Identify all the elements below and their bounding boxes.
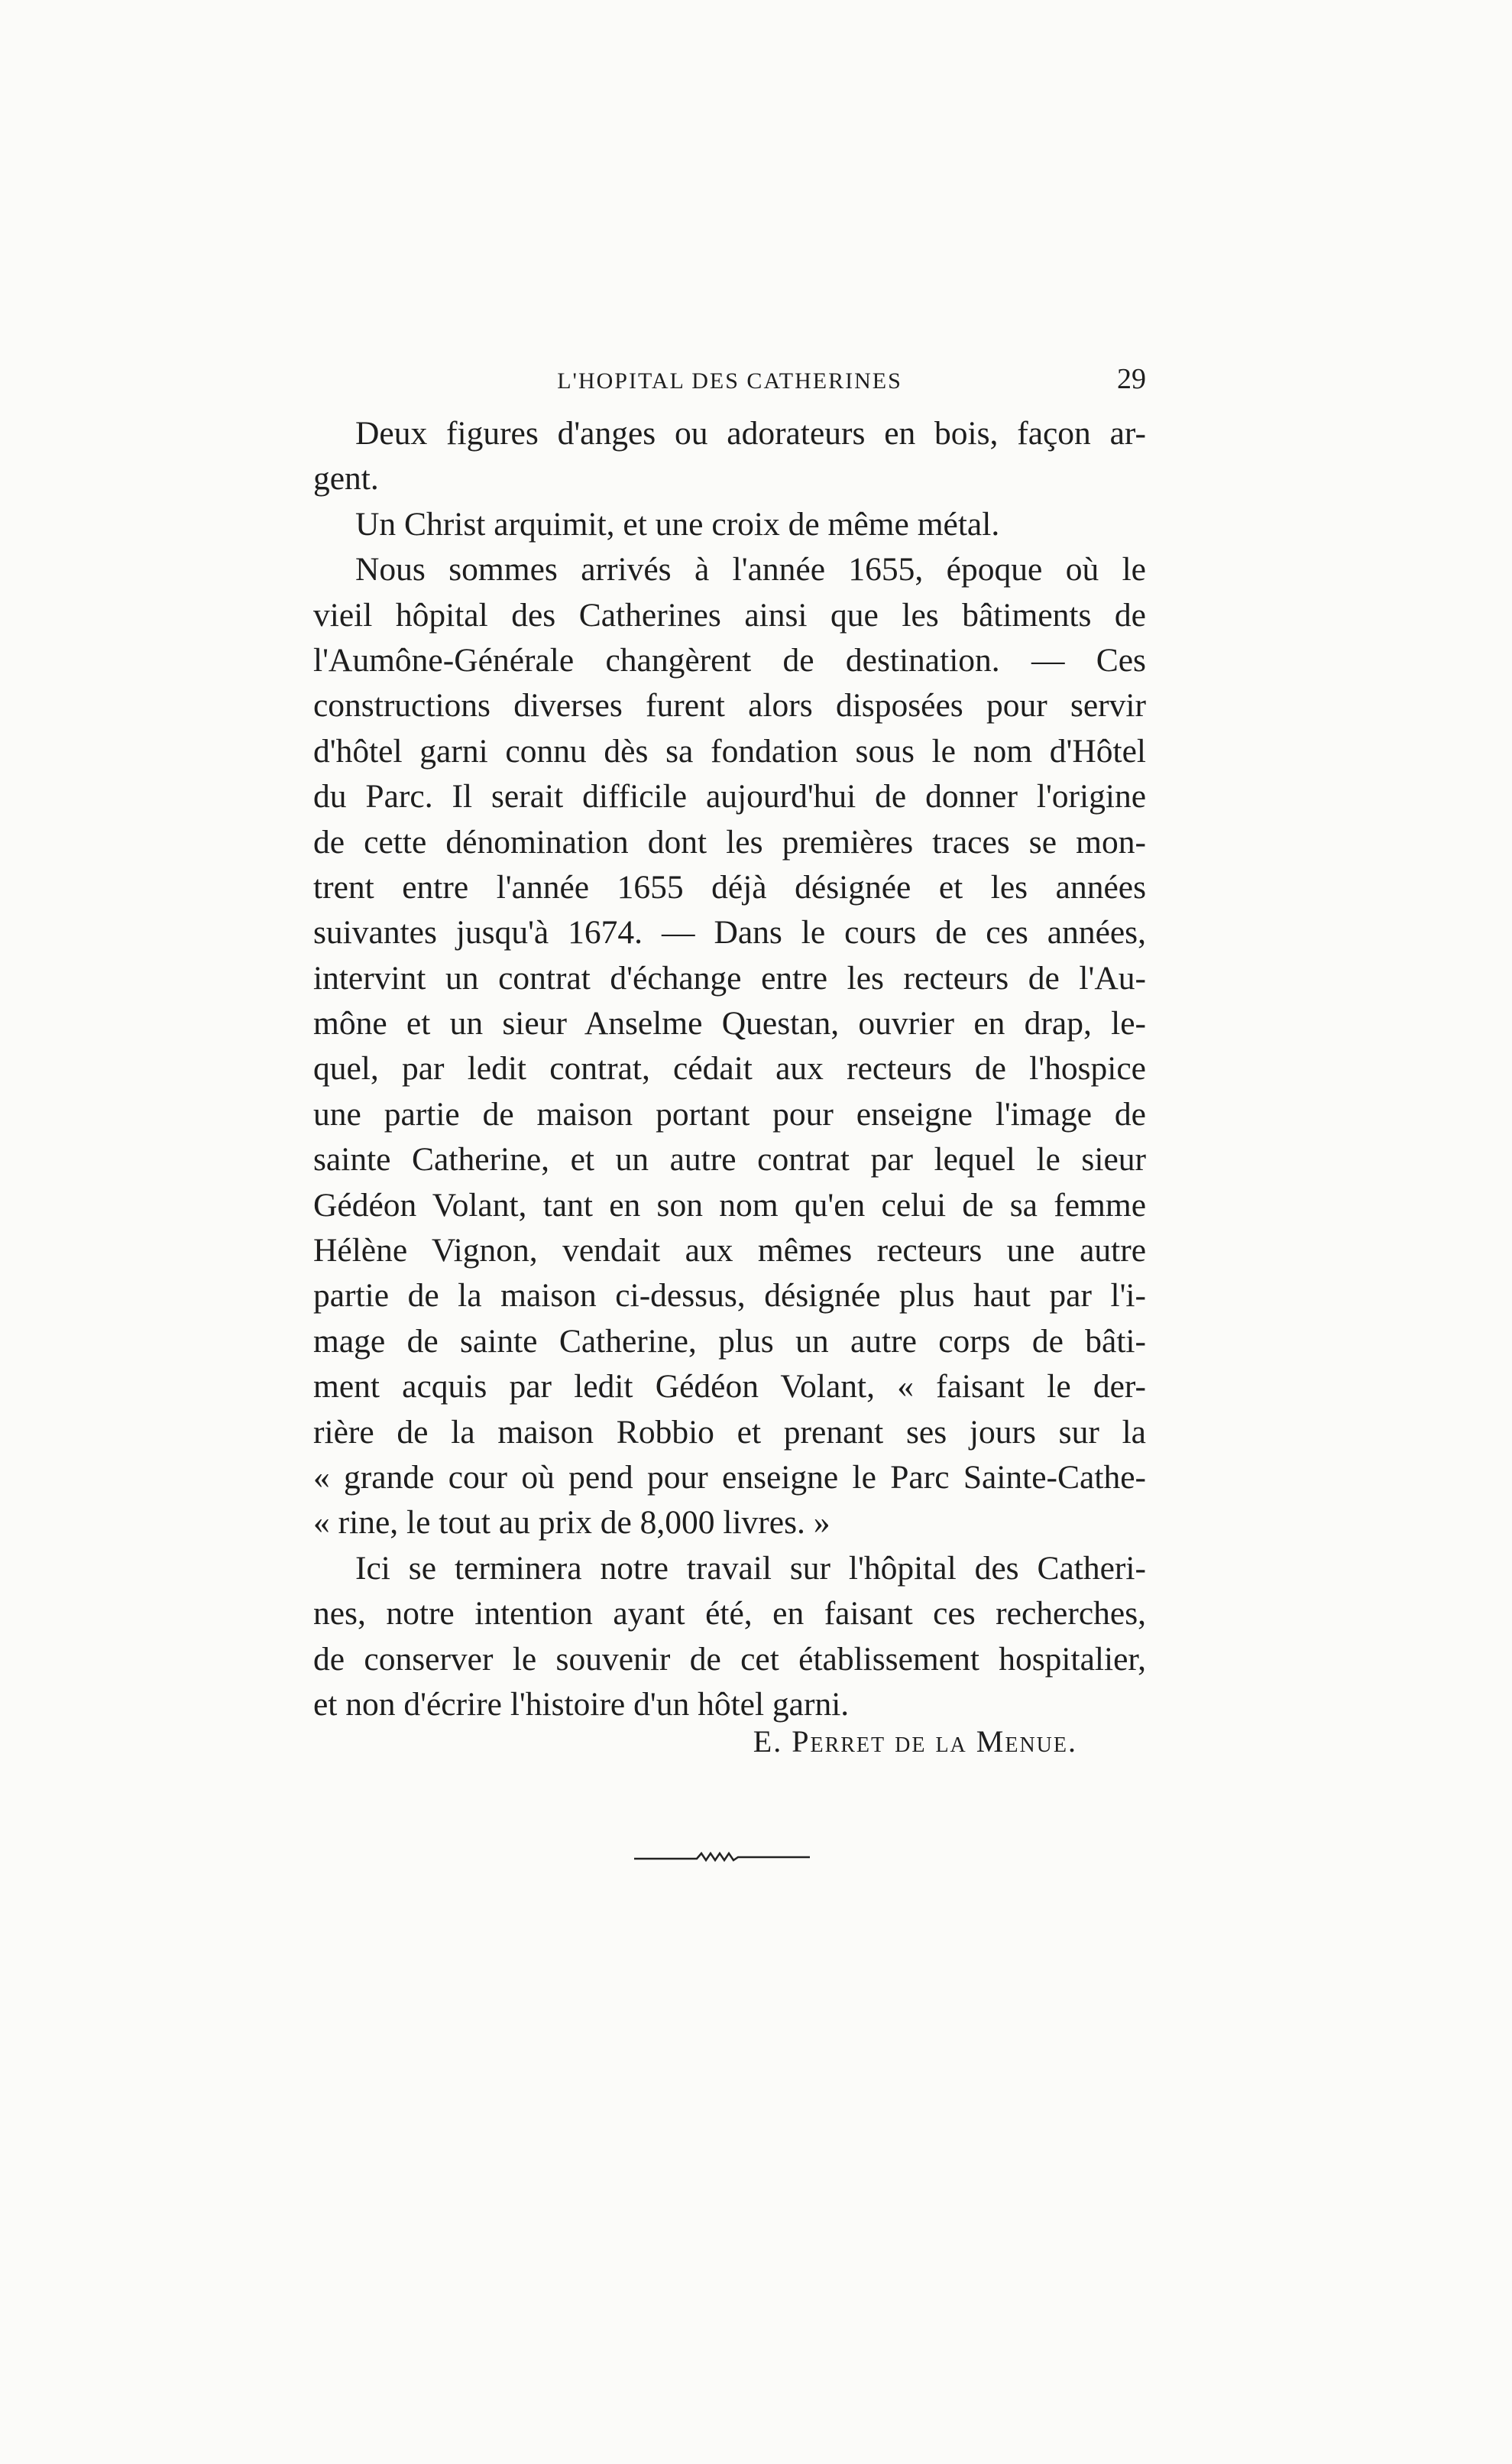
text-line: constructions diverses furent alors disposées pour servir (313, 687, 1146, 725)
body-text (313, 411, 1146, 1727)
text-line: et non d'écrire l'histoire d'un hôtel garni. (313, 1685, 850, 1723)
text-line: nes, notre intention ayant été, en faisant ces recherches, (313, 1595, 1146, 1632)
text-line: sainte Catherine, et un autre contrat par lequel le sieur (313, 1141, 1146, 1179)
text-line: Un Christ arquimit, et une croix de même métal. (355, 505, 1000, 543)
author-signature: E. Perret de la Menue. (753, 1724, 1077, 1759)
text-line: « rine, le tout au prix de 8,000 livres. » (313, 1504, 830, 1542)
text-line: « grande cour où pend pour enseigne le Parc Sainte-Cathe- (313, 1458, 1146, 1496)
text-line: de cette dénomination dont les premières traces se mon- (313, 823, 1146, 861)
end-ornament-icon (634, 1848, 810, 1866)
text-line: Deux figures d'anges ou adorateurs en bois, façon ar- (355, 415, 1146, 452)
text-line: de conserver le souvenir de cet établissement hospitalier, (313, 1640, 1146, 1678)
text-line: ment acquis par ledit Gédéon Volant, « faisant le der- (313, 1368, 1146, 1405)
text-line: suivantes jusqu'à 1674. — Dans le cours de ces années, (313, 914, 1146, 952)
running-title: L'HOPITAL DES CATHERINES (557, 368, 902, 394)
text-line: vieil hôpital des Catherines ainsi que les bâtiments de (313, 596, 1146, 634)
text-line: mage de sainte Catherine, plus un autre corps de bâti- (313, 1322, 1146, 1360)
text-line: du Parc. Il serait difficile aujourd'hui de donner l'origine (313, 778, 1146, 815)
page-number: 29 (1117, 363, 1146, 395)
text-line: rière de la maison Robbio et prenant ses jours sur la (313, 1413, 1146, 1451)
text-line: intervint un contrat d'échange entre les recteurs de l'Au- (313, 959, 1146, 997)
text-line: trent entre l'année 1655 déjà désignée et les années (313, 868, 1146, 906)
text-line: partie de la maison ci-dessus, désignée plus haut par l'i- (313, 1277, 1146, 1315)
text-line: Hélène Vignon, vendait aux mêmes recteurs une autre (313, 1232, 1146, 1269)
text-line: quel, par ledit contrat, cédait aux recteurs de l'hospice (313, 1050, 1146, 1088)
text-line: Nous sommes arrivés à l'année 1655, époque où le (355, 551, 1146, 588)
text-line: mône et un sieur Anselme Questan, ouvrier en drap, le- (313, 1005, 1146, 1042)
text-line: d'hôtel garni connu dès sa fondation sous le nom d'Hôtel (313, 732, 1146, 770)
running-header (313, 362, 1146, 408)
text-line: Gédéon Volant, tant en son nom qu'en celui de sa femme (313, 1186, 1146, 1224)
text-line: l'Aumône-Générale changèrent de destination. — Ces (313, 641, 1146, 679)
text-line: Ici se terminera notre travail sur l'hôpital des Catheri- (355, 1549, 1146, 1587)
text-line: gent. (313, 460, 379, 498)
text-line: une partie de maison portant pour enseigne l'image de (313, 1095, 1146, 1133)
